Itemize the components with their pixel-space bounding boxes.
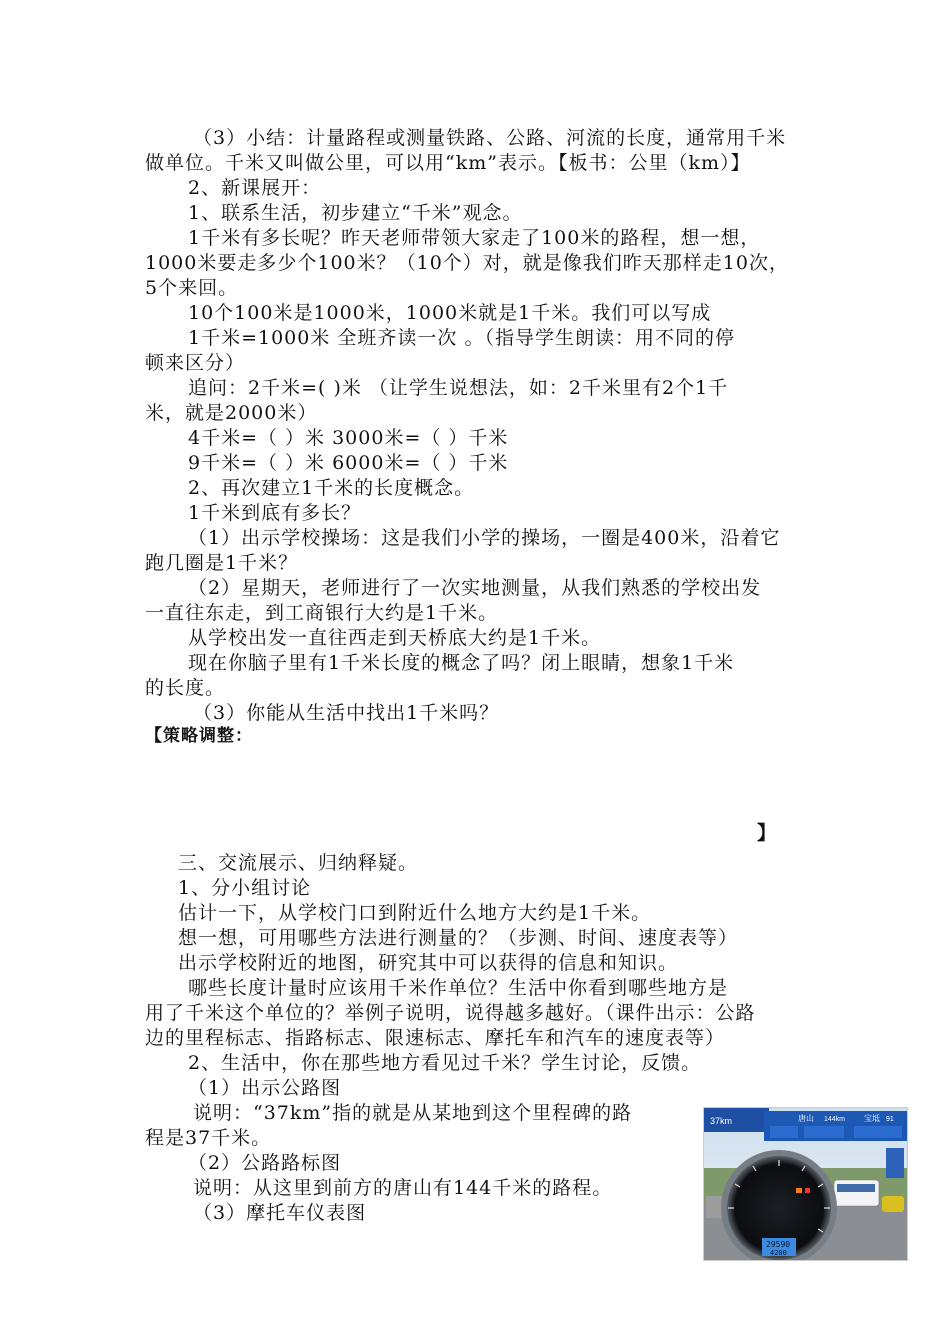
text-line: 说明：“37km”指的就是从某地到这个里程碑的路 — [193, 1102, 633, 1124]
text-line: 2、再次建立1千米的长度概念。 — [188, 477, 475, 499]
text-line: 做单位。千米又叫做公里，可以用“km”表示。【板书：公里（km）】 — [145, 152, 751, 174]
text-line: （3）摩托车仪表图 — [193, 1202, 367, 1224]
text-line: 1千米到底有多长？ — [188, 502, 362, 524]
odometer-line1: 29590 — [766, 1240, 791, 1249]
text-line: 2、生活中，你在那些地方看见过千米？学生讨论，反馈。 — [188, 1052, 702, 1074]
text-line: 2、新课展开： — [188, 177, 322, 199]
sign-city2: 宝坻 — [864, 1114, 880, 1123]
text-line: 1千米=1000米 全班齐读一次 。（指导学生朗读：用不同的停 — [188, 327, 735, 349]
text-line: 1、联系生活，初步建立“千米”观念。 — [188, 202, 523, 224]
text-line: 米，就是2000米） — [145, 402, 318, 424]
text-line: 1、分小组讨论 — [178, 877, 312, 899]
sign-city1: 唐山 — [798, 1114, 814, 1123]
text-line: 顿来区分） — [145, 352, 246, 374]
road-sign-speedometer-photo — [703, 1107, 908, 1261]
sign-km1: 144km — [824, 1116, 846, 1123]
text-line: 三、交流展示、归纳释疑。 — [178, 852, 419, 874]
text-line: 用了千米这个单位的？举例子说明，说得越多越好。（课件出示：公路 — [145, 1002, 756, 1024]
text-line: 1000米要走多少个100米？（10个）对，就是像我们昨天那样走10次， — [145, 252, 789, 274]
text-line: 出示学校附近的地图，研究其中可以获得的信息和知识。 — [178, 952, 679, 974]
text-line: （2）公路路标图 — [188, 1152, 342, 1174]
text-line: 估计一下，从学校门口到附近什么地方大约是1千米。 — [178, 902, 652, 924]
strategy-adjustment-label: 【策略调整： — [145, 726, 253, 746]
text-line: 1千米有多长呢？昨天老师带领大家走了100米的路程，想一想， — [188, 227, 761, 249]
odometer-line2: 4200 — [770, 1249, 787, 1257]
text-line: 程是37千米。 — [145, 1127, 272, 1149]
text-line: （3）小结：计量路程或测量铁路、公路、河流的长度，通常用千米 — [193, 127, 787, 149]
text-line: （3）你能从生活中找出1千米吗？ — [193, 702, 500, 724]
sign-km2: 91 — [886, 1116, 894, 1123]
text-line: （1）出示学校操场：这是我们小学的操场，一圈是400米，沿着它 — [188, 527, 781, 549]
text-line: 跑几圈是1千米？ — [145, 552, 299, 574]
text-line: 9千米=（ ）米 6000米=（ ）千米 — [188, 452, 509, 474]
text-line: 追问：2千米=( )米 （让学生说想法，如：2千米里有2个1千 — [188, 377, 729, 399]
text-line: 想一想，可用哪些方法进行测量的？（步测、时间、速度表等） — [178, 927, 739, 949]
text-line: （1）出示公路图 — [188, 1077, 342, 1099]
sign-left-text: 37km — [710, 1116, 733, 1126]
text-line: 哪些长度计量时应该用千米作单位？生活中你看到哪些地方是 — [188, 977, 729, 999]
text-line: （2）星期天，老师进行了一次实地测量，从我们熟悉的学校出发 — [188, 577, 762, 599]
text-line: 边的里程标志、指路标志、限速标志、摩托车和汽车的速度表等） — [145, 1027, 726, 1049]
closing-bracket: 】 — [757, 822, 778, 844]
text-line: 一直往东走，到工商银行大约是1千米。 — [145, 602, 499, 624]
text-line: 说明：从这里到前方的唐山有144千米的路程。 — [193, 1177, 613, 1199]
text-line: 的长度。 — [145, 677, 226, 699]
text-line: 从学校出发一直往西走到天桥底大约是1千米。 — [188, 627, 602, 649]
text-line: 现在你脑子里有1千米长度的概念了吗？闭上眼睛，想象1千米 — [188, 652, 735, 674]
text-line: 10个100米是1000米，1000米就是1千米。我们可以写成 — [188, 302, 712, 324]
text-line: 5个来回。 — [145, 277, 239, 299]
text-line: 4千米=（ ）米 3000米=（ ）千米 — [188, 427, 509, 449]
